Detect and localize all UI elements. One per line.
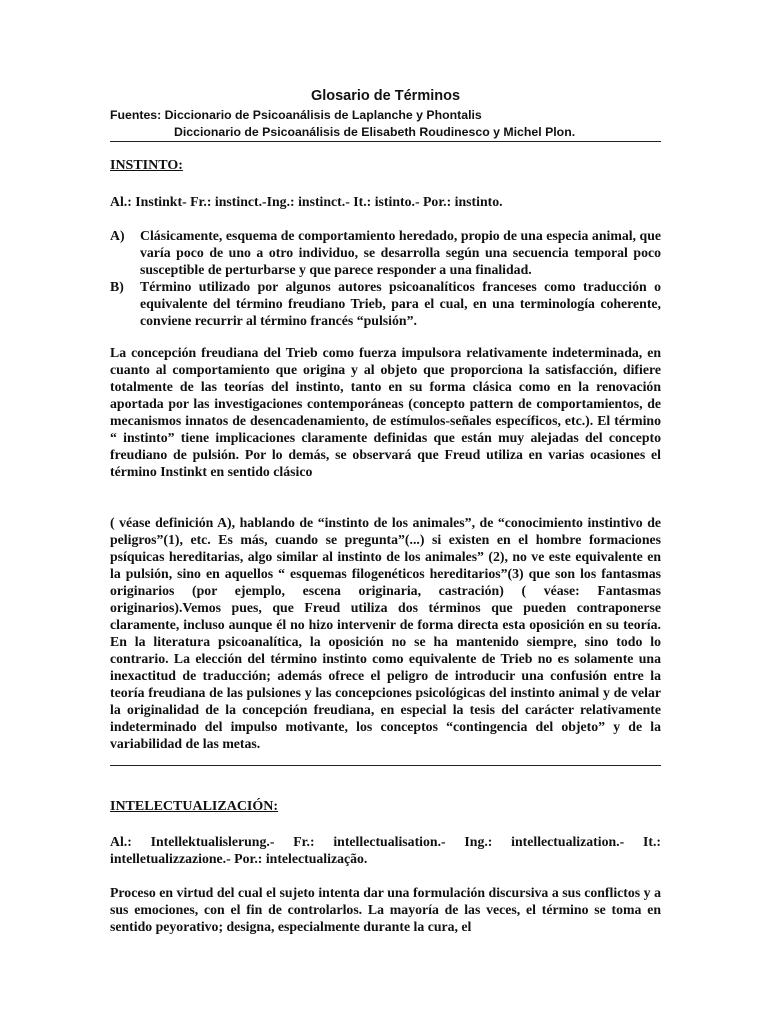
translations-intelectualizacion: Al.: Intellektualislerung.- Fr.: intellectualisation.- Ing.: intellectualization.- It.: intelletualizzazione.- Por.: intelectualização.: [110, 834, 661, 866]
definition-text: Clásicamente, esquema de comportamiento heredado, propio de una especia animal, que varía poco de uno a otro individuo, se desarrolla según una secuencia temporal poco susceptible de perturbarse y que parece responder a una finalidad.: [140, 228, 661, 277]
body-paragraph-intelectualizacion: Proceso en virtud del cual el sujeto intenta dar una formulación discursiva a sus conflictos y a sus emociones, con el fin de controlarlos. La mayoría de las veces, el término se toma en sentido peyorativo; designa, especialmente durante la cura, el: [110, 885, 661, 934]
header-divider: [110, 141, 661, 142]
page-title: Glosario de Términos: [310, 88, 461, 104]
body-paragraph-instinto-1: La concepción freudiana del Trieb como fuerza impulsora relativamente indeterminada, en cuanto al comportamiento que origina y al objeto que proporciona la satisfacción, difiere totalmente de las teorías del instinto, tanto en su forma clásica como en la renovación aportada por las investigaciones contemporáneas (concepto pattern de comportamientos, de mecanismos innatos de desencadenamiento, de estímulos-señales específicos, etc.). El término “ instinto” tiene implicaciones claramente definidas que están muy alejadas del concepto freudiano de pulsión. Por lo demás, se observará que Freud utiliza en varias ocasiones el término Instinkt en sentido clásico: [110, 345, 661, 479]
definition-item-b: [110, 278, 661, 329]
definition-marker: B): [110, 279, 124, 294]
definition-item-a: [110, 227, 661, 278]
definition-text: Término utilizado por algunos autores psicoanalíticos franceses como traducción o equivalente del término freudiano Trieb, para el cual, en una terminología coherente, conviene recurrir al término francés “pulsión”.: [140, 279, 661, 328]
body-paragraph-instinto-2: ( véase definición A), hablando de “instinto de los animales”, de “conocimiento instintivo de peligros”(1), etc. Es más, cuando se pregunta”(...) si existen en el hombre formaciones psíquicas hereditarias, algo similar al instinto de los animales” (2), no ve este equivalente en la pulsión, sino en aquellos “ esquemas filogenéticos hereditarios”(3) que son los fantasmas originarios (por ejemplo, escena originaria, castración) ( véase: Fantasmas originarios).Vemos pues, que Freud utiliza dos términos que pueden contraponerse claramente, incluso aunque él no hizo intervenir de forma directa esta oposición en su teoría. En la literatura psicoanalítica, la oposición no se ha mantenido siempre, sino todo lo contrario. La elección del término instinto como equivalente de Trieb no es solamente una inexactitud de traducción; además ofrece el peligro de introducir una confusión entre la teoría freudiana de las pulsiones y las concepciones psicológicas del instinto animal y de velar la originalidad de la concepción freudiana, en especial la tesis del carácter relativamente indeterminado del impulso motivante, los conceptos “contingencia del objeto” y de la variabilidad de las metas.: [110, 515, 661, 751]
source-line-2: Diccionario de Psicoanálisis de Elisabeth Roudinesco y Michel Plon.: [174, 125, 576, 139]
document-page: [110, 0, 661, 1024]
source-line-1: Fuentes: Diccionario de Psicoanálisis de Laplanche y Phontalis: [110, 108, 482, 122]
section-divider: [110, 765, 661, 766]
section-heading-instinto: INSTINTO:: [110, 158, 183, 173]
section-heading-intelectualizacion: INTELECTUALIZACIÓN:: [110, 799, 279, 814]
translations-instinto: Al.: Instinkt- Fr.: instinct.-Ing.: instinct.- It.: istinto.- Por.: instinto.: [110, 194, 503, 209]
sources-block: [110, 107, 661, 141]
definition-marker: A): [110, 228, 125, 243]
definitions-list-instinto: [110, 227, 661, 329]
